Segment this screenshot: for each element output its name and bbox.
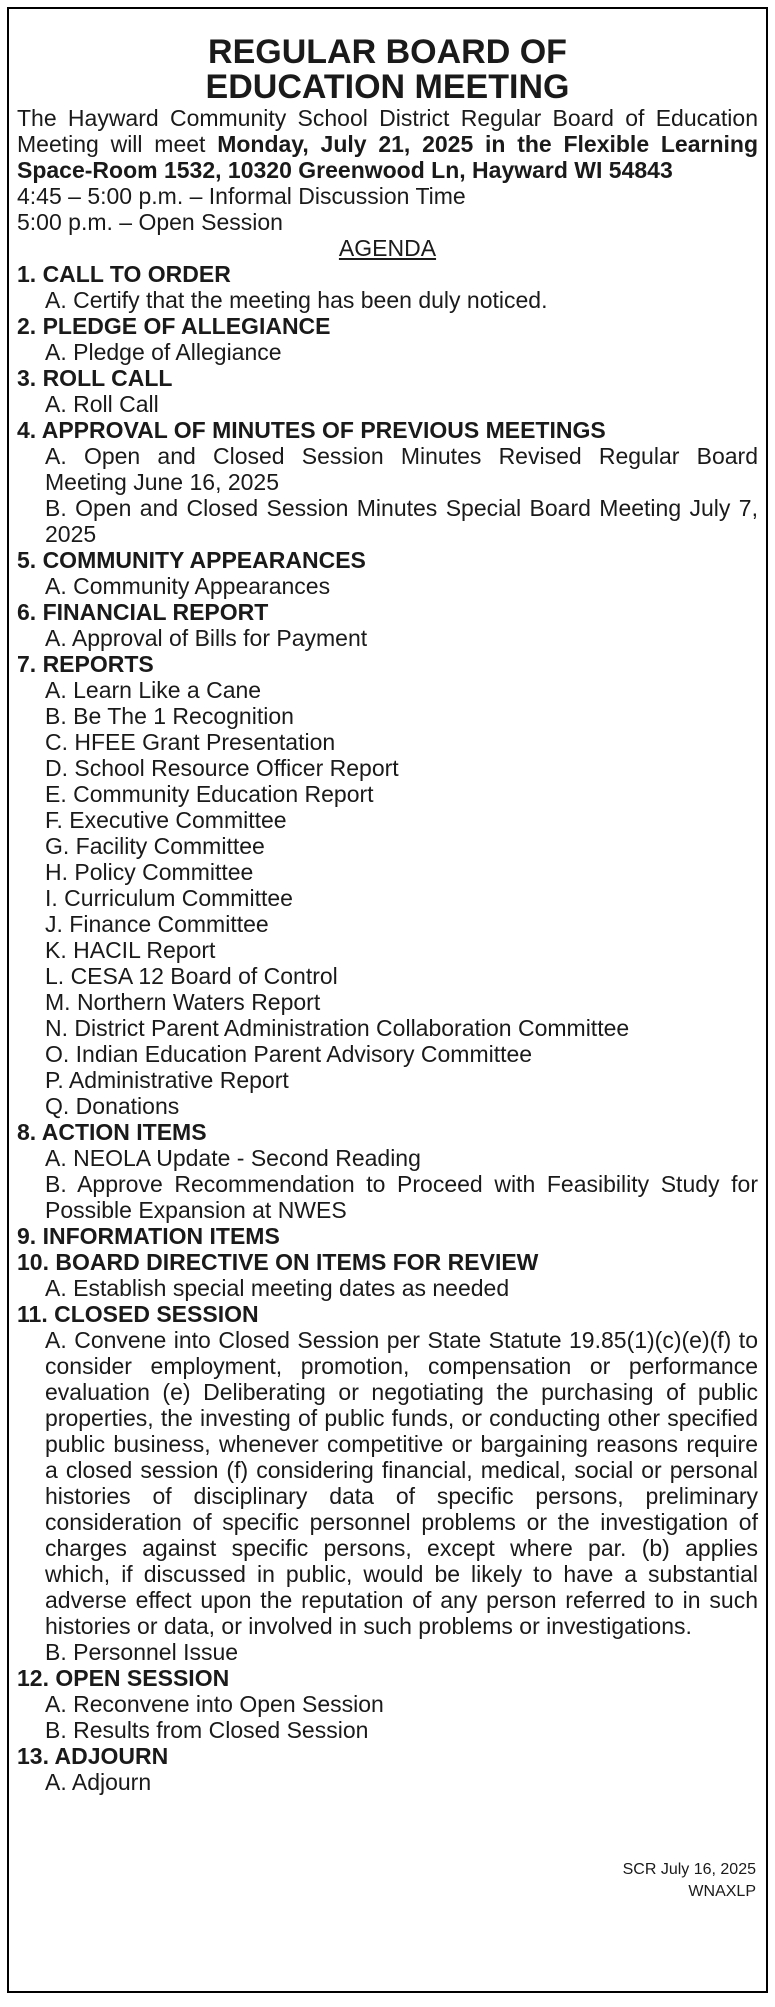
agenda-section (17, 1301, 758, 1665)
agenda-item: C. HFEE Grant Presentation (45, 729, 336, 755)
intro-paragraph (17, 105, 758, 183)
section-title: 10. BOARD DIRECTIVE ON ITEMS FOR REVIEW (17, 1249, 539, 1275)
agenda-section (17, 313, 758, 365)
agenda-item: A. Pledge of Allegiance (45, 339, 282, 365)
section-title: 3. ROLL CALL (17, 365, 173, 391)
agenda-item: B. Results from Closed Session (45, 1717, 369, 1743)
section-title: 8. ACTION ITEMS (17, 1119, 207, 1145)
agenda-item: B. Approve Recommendation to Proceed with Feasibility Study for Possible Expansion at NWES (45, 1171, 758, 1223)
agenda-item: G. Facility Committee (45, 833, 265, 859)
agenda-item: A. Approval of Bills for Payment (45, 625, 368, 651)
agenda-item: A. Reconvene into Open Session (45, 1691, 384, 1717)
agenda-item: B. Be The 1 Recognition (45, 703, 294, 729)
section-title: 5. COMMUNITY APPEARANCES (17, 547, 366, 573)
agenda-item: A. Certify that the meeting has been duly noticed. (45, 287, 548, 313)
agenda-section (17, 1119, 758, 1223)
agenda-item: K. HACIL Report (45, 937, 216, 963)
agenda-item: A. Roll Call (45, 391, 159, 417)
section-title: 1. CALL TO ORDER (17, 261, 231, 287)
agenda-sections (17, 261, 758, 1795)
agenda-section (17, 547, 758, 599)
agenda-section (17, 1665, 758, 1743)
agenda-item: E. Community Education Report (45, 781, 374, 807)
agenda-item: L. CESA 12 Board of Control (45, 963, 338, 989)
agenda-section (17, 1743, 758, 1795)
section-title: 7. REPORTS (17, 651, 154, 677)
agenda-item: A. Community Appearances (45, 573, 331, 599)
schedule-open-session: 5:00 p.m. – Open Session (17, 209, 283, 235)
agenda-item: P. Administrative Report (45, 1067, 289, 1093)
agenda-item: F. Executive Committee (45, 807, 287, 833)
section-title: 4. APPROVAL OF MINUTES OF PREVIOUS MEETINGS (17, 417, 606, 443)
schedule-informal: 4:45 – 5:00 p.m. – Informal Discussion Time (17, 183, 466, 209)
agenda-item: H. Policy Committee (45, 859, 254, 885)
agenda-item: A. Learn Like a Cane (45, 677, 262, 703)
agenda-item: A. Convene into Closed Session per State Statute 19.85(1)(c)(e)(f) to consider employment, promotion, compensation or performance evaluation (e) Deliberating or negotiating the purchasing of public properties, the investing of public funds, or conducting other specified public business, whenever competitive or bargaining reasons require a closed session (f) considering financial, medical, social or personal histories of disciplinary data of specific persons, preliminary consideration of specific personnel problems or the investigation of charges against specific persons, except where par. (b) applies which, if discussed in public, would be likely to have a substantial adverse effect upon the reputation of any person referred to in such histories or data, or involved in such problems or investigations. (45, 1327, 758, 1639)
agenda-section (17, 1223, 758, 1249)
agenda-item: J. Finance Committee (45, 911, 269, 937)
agenda-section (17, 599, 758, 651)
agenda-item: B. Personnel Issue (45, 1639, 239, 1665)
agenda-item: A. NEOLA Update - Second Reading (45, 1145, 421, 1171)
publication-footer (623, 1859, 756, 1903)
agenda-item: M. Northern Waters Report (45, 989, 321, 1015)
agenda-section (17, 417, 758, 547)
section-title: 11. CLOSED SESSION (17, 1301, 259, 1327)
agenda-item: B. Open and Closed Session Minutes Special Board Meeting July 7, 2025 (45, 495, 758, 547)
agenda-item: N. District Parent Administration Collaboration Committee (45, 1015, 630, 1041)
agenda-heading: AGENDA (338, 235, 437, 261)
meeting-date-location: Monday, July 21, 2025 in the Flexible Learning Space-Room 1532, 10320 Greenwood Ln, Hayward WI 54843 (17, 131, 758, 183)
agenda-item: A. Establish special meeting dates as needed (45, 1275, 510, 1301)
section-title: 6. FINANCIAL REPORT (17, 599, 269, 625)
agenda-item: A. Adjourn (45, 1769, 152, 1795)
agenda-section (17, 261, 758, 313)
section-title: 2. PLEDGE OF ALLEGIANCE (17, 313, 331, 339)
title-line-2: EDUCATION MEETING (205, 68, 570, 106)
section-title: 9. INFORMATION ITEMS (17, 1223, 280, 1249)
publication-date: SCR July 16, 2025 (622, 1861, 756, 1878)
notice-title (17, 35, 758, 105)
notice-body (17, 35, 758, 1795)
legal-notice (7, 7, 768, 1993)
agenda-item: A. Open and Closed Session Minutes Revised Regular Board Meeting June 16, 2025 (45, 443, 758, 495)
title-line-1: REGULAR BOARD OF (208, 33, 567, 71)
agenda-item: I. Curriculum Committee (45, 885, 293, 911)
section-title: 12. OPEN SESSION (17, 1665, 230, 1691)
section-title: 13. ADJOURN (17, 1743, 169, 1769)
agenda-section (17, 1249, 758, 1301)
agenda-item: O. Indian Education Parent Advisory Committee (45, 1041, 533, 1067)
agenda-item: Q. Donations (45, 1093, 180, 1119)
agenda-section (17, 365, 758, 417)
agenda-section (17, 651, 758, 1119)
publication-code: WNAXLP (688, 1883, 756, 1900)
intro-text: The Hayward Community School District Regular Board of Education Meeting will meet (17, 105, 758, 157)
agenda-item: D. School Resource Officer Report (45, 755, 399, 781)
